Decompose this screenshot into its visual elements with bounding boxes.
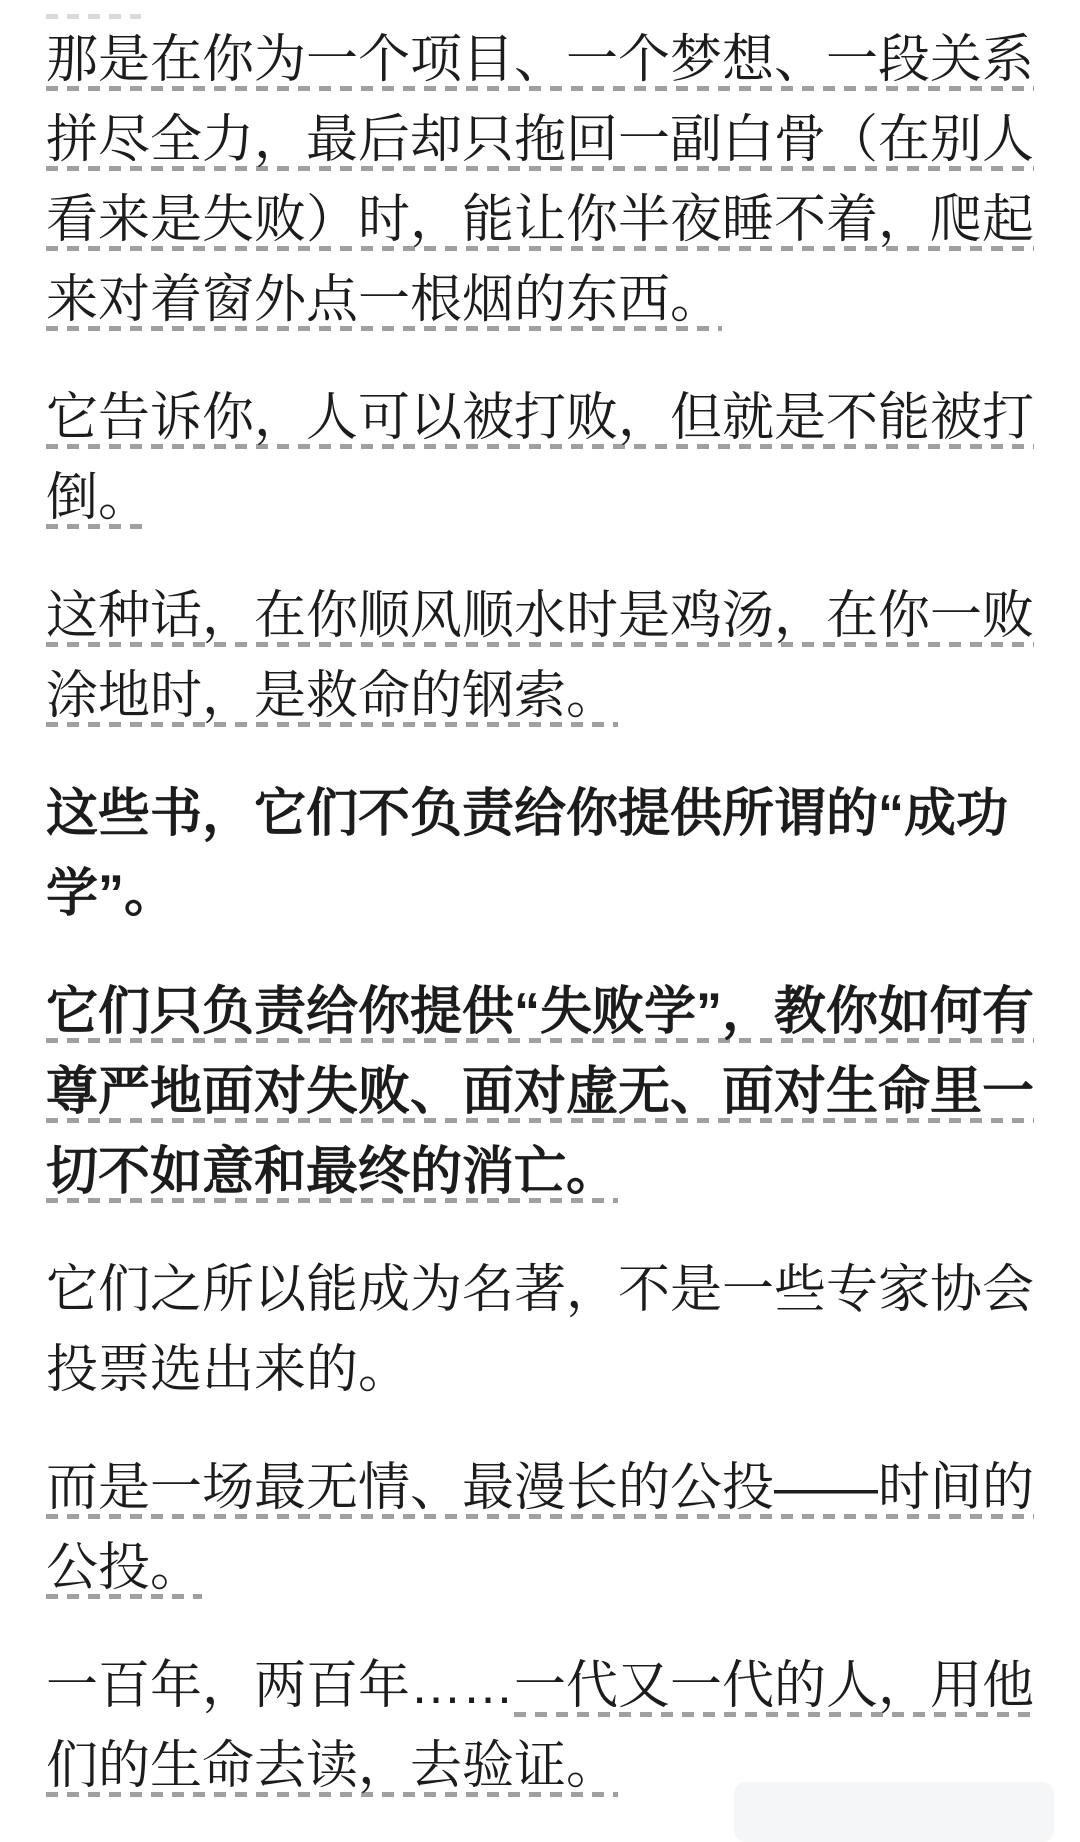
- text-line: [46, 1539, 202, 1597]
- underlined-text: 们的生命去读，去验证。: [46, 1726, 618, 1806]
- text-line: [46, 1459, 1034, 1517]
- underlined-text: 一代又一代的人，用他: [514, 1646, 1034, 1726]
- underlined-text: 倒。: [46, 458, 150, 538]
- paragraph: [46, 20, 1036, 340]
- underlined-text: 切不如意和最终的消亡。: [46, 1132, 618, 1212]
- text-line: [46, 389, 1034, 447]
- text-line: [46, 1143, 618, 1201]
- text-segment: 这些书，它们不负责给你提供所谓的“成功: [46, 785, 1009, 843]
- text-line: [46, 865, 176, 923]
- text-line: [46, 1657, 1034, 1715]
- text-line: [46, 1063, 1034, 1121]
- paragraph: [46, 1448, 1036, 1608]
- text-segment: 一百年，两百年……: [46, 1657, 515, 1715]
- underlined-text: 那是在你为一个项目、一个梦想、一段关系: [46, 20, 1034, 100]
- underlined-text: 看来是失败）时，能让你半夜睡不着，爬起: [46, 180, 1034, 260]
- underlined-text: 拼尽全力，最后却只拖回一副白骨（在别人: [46, 100, 1034, 180]
- text-line: [46, 587, 1034, 645]
- text-line: [46, 111, 1034, 169]
- underlined-text: 它告诉你，人可以被打败，但就是不能被打: [46, 378, 1034, 458]
- underlined-text: 尊严地面对失败、面对虚无、面对生命里一: [46, 1052, 1034, 1132]
- underlined-text: 来对着窗外点一根烟的东西。: [46, 260, 722, 340]
- underlined-text: 公投。: [46, 1528, 202, 1608]
- paragraph: [46, 378, 1036, 538]
- paragraph-bold: [46, 774, 1036, 934]
- text-line: [46, 785, 1008, 843]
- paragraph: [46, 1250, 1036, 1410]
- paragraph-bold: [46, 972, 1036, 1212]
- text-segment: 投票选出来的。: [46, 1341, 411, 1399]
- text-line: [46, 1737, 618, 1795]
- text-line: [46, 191, 1034, 249]
- underlined-text: 它们只负责给你提供“失败学”，教你如何有: [46, 972, 1034, 1052]
- text-line: [46, 271, 722, 329]
- underlined-text: 而是一场最无情、最漫长的公投——时间的: [46, 1448, 1034, 1528]
- text-line: [46, 667, 618, 725]
- text-segment: 它们之所以能成为名著，不是一些专家协会: [46, 1261, 1035, 1319]
- faint-corner-shape: [734, 1782, 1054, 1842]
- text-line: [46, 469, 150, 527]
- text-line: [46, 1341, 410, 1399]
- text-line: [46, 1261, 1034, 1319]
- underlined-text: 涂地时，是救命的钢索。: [46, 656, 618, 736]
- text-line: [46, 31, 1034, 89]
- text-segment: 学”。: [46, 865, 177, 923]
- paragraph: [46, 576, 1036, 736]
- text-line: [46, 983, 1034, 1041]
- underlined-text: 这种话，在你顺风顺水时是鸡汤，在你一败: [46, 576, 1034, 656]
